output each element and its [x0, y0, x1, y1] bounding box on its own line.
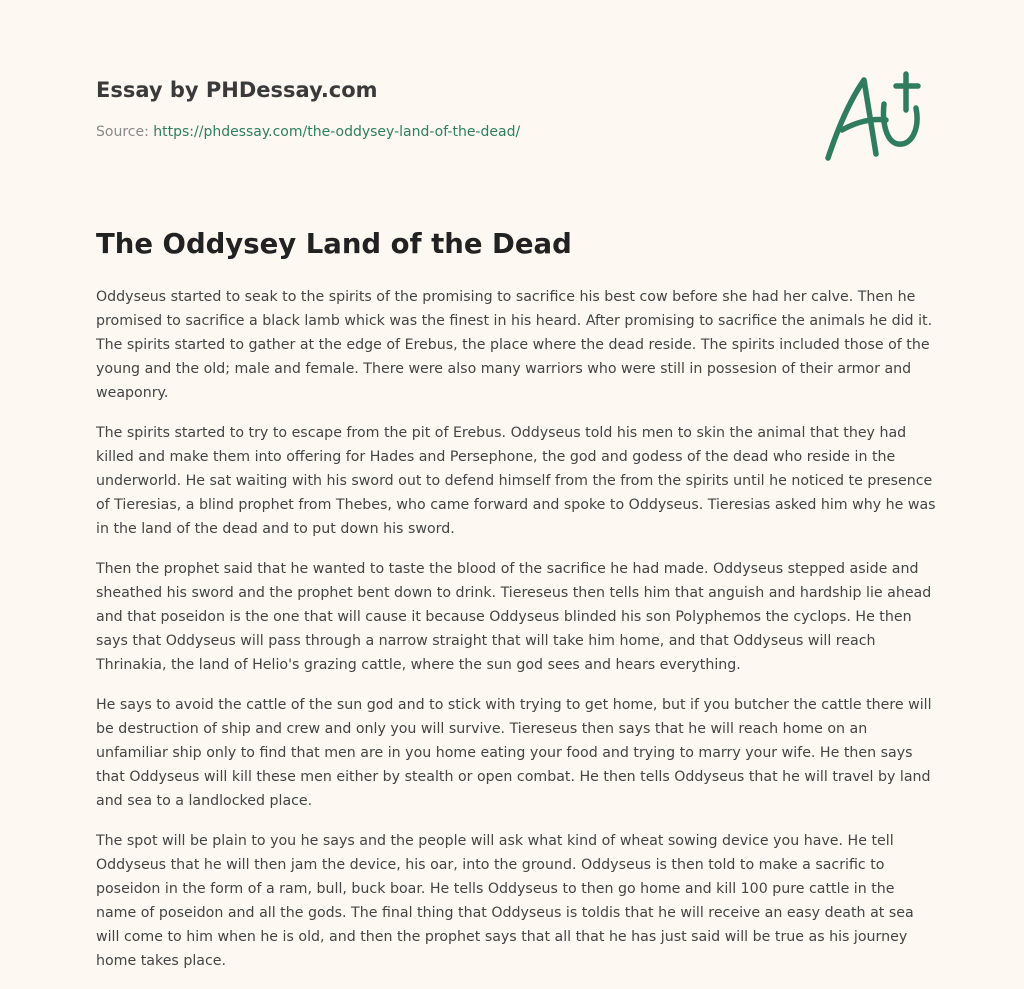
paragraph: Oddyseus started to seak to the spirits of the promising to sacrifice his best cow before she had her calve. Then he promised to sacrifice a black lamb whick was the finest in his heard. After promising to sacrifice the animals he did it. The spirits started to gather at the edge of Erebus, the place where the dead reside. The spirits included those of the young and the old; male and female. There were also many warriors who were still in possesion of their armor and weaponry.	[96, 289, 933, 401]
source-link[interactable]: https://phdessay.com/the-oddysey-land-of-the-dead/	[153, 124, 521, 140]
paragraph: Then the prophet said that he wanted to taste the blood of the sacrifice he had made. Oddyseus stepped aside and sheathed his sword and the prophet bent down to drink. Tiereseus then tells him that anguish and hardship lie ahead and that poseidon is the one that will cause it because Oddyseus blinded his son Polyphemos the cyclops. He then says that Oddyseus will pass through a narrow straight that will take him home, and that Oddyseus will reach Thrinakia, the land of Helio's grazing cattle, where the sun god sees and hears everything.	[96, 561, 932, 673]
essay-body	[96, 285, 936, 989]
site-title: Essay by PHDessay.com	[96, 78, 378, 102]
header	[96, 74, 796, 142]
a-plus-grade-icon	[820, 66, 930, 166]
source-line	[96, 122, 796, 142]
source-label: Source:	[96, 124, 154, 140]
page-title: The Oddysey Land of the Dead	[96, 228, 572, 260]
paragraph: The spot will be plain to you he says and the people will ask what kind of wheat sowing device you have. He tell Oddyseus that he will then jam the device, his oar, into the ground. Oddyseus is then told to make a sacrific to poseidon in the form of a ram, bull, buck boar. He tells Oddyseus to then go home and kill 100 pure cattle in the name of poseidon and all the gods. The final thing that Oddyseus is toldis that he will receive an easy death at sea will come to him when he is old, and then the prophet says that all that he has just said will be true as his journey home takes place.	[96, 833, 914, 969]
paragraph: He says to avoid the cattle of the sun god and to stick with trying to get home, but if you butcher the cattle there will be destruction of ship and crew and only you will survive. Tiereseus then says that he will reach home on an unfamiliar ship only to find that men are in you home eating your food and trying to marry your wife. He then says that Oddyseus will kill these men either by stealth or open combat. He then tells Oddyseus that he will travel by land and sea to a landlocked place.	[96, 697, 932, 809]
paragraph: The spirits started to try to escape from the pit of Erebus. Oddyseus told his men to skin the animal that they had killed and make them into offering for Hades and Persephone, the god and godess of the dead who reside in the underworld. He sat waiting with his sword out to defend himself from the from the spirits until he noticed te presence of Tieresias, a blind prophet from Thebes, who came forward and spoke to Oddyseus. Tieresias asked him why he was in the land of the dead and to put down his sword.	[96, 425, 936, 537]
